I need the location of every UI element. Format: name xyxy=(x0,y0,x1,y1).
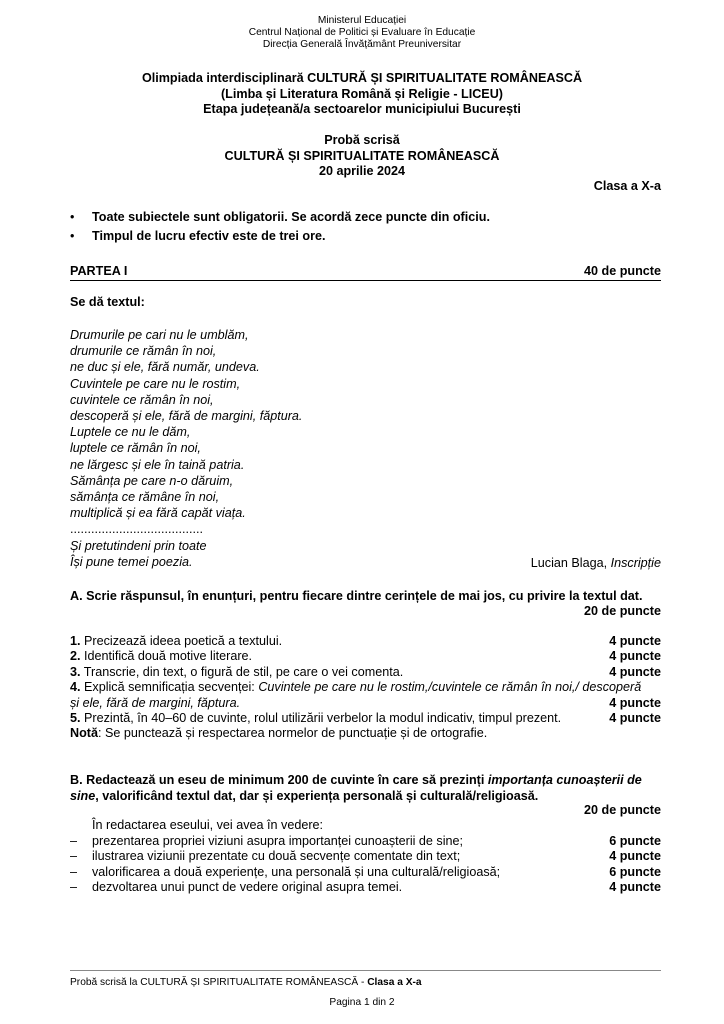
question-number: 1. xyxy=(70,634,81,648)
criteria-text: valorificarea a două experiențe, una personală și una culturală/religioasă; xyxy=(92,865,501,879)
part1-points: 40 de puncte xyxy=(584,264,661,278)
section-b-points: 20 de puncte xyxy=(584,803,661,817)
poem-line: Și pretutindeni prin toate xyxy=(70,538,207,553)
question-points: 4 puncte xyxy=(609,696,661,710)
poem-line: Luptele ce nu le dăm, xyxy=(70,425,191,440)
footer-text xyxy=(70,977,422,988)
question-text: Precizează ideea poetică a textului. xyxy=(84,634,283,648)
criteria-text: prezentarea propriei viziuni asupra importanței cunoașterii de sine; xyxy=(92,834,464,848)
note-text: : Se punctează și respectarea normelor de punctuație și de ortografie. xyxy=(98,726,488,740)
criteria-item xyxy=(70,880,661,895)
work-title: Inscripție xyxy=(610,556,661,570)
section-b-topic: de sine xyxy=(70,773,642,803)
olympiad-title xyxy=(0,71,724,118)
section-b-title-text: B. Redactează un eseu de minimum 200 de cuvinte în care să prezinți xyxy=(70,773,488,787)
exam-line-1: Probă scrisă xyxy=(324,133,400,147)
question-text: Identifică două motive literare. xyxy=(84,649,253,663)
poem-line: multiplică și ea fără capăt viața. xyxy=(70,506,246,521)
rule-item xyxy=(70,210,490,225)
question-text: Transcrie, din text, o figură de stil, pe care o vei comenta. xyxy=(83,665,404,679)
question-item-4-cont xyxy=(70,696,661,711)
question-quote: și ele, fără de margini, făptura. xyxy=(70,696,241,710)
criteria-points: 6 puncte xyxy=(609,834,661,848)
criteria-item xyxy=(70,849,661,864)
author-name: Lucian Blaga, xyxy=(530,556,611,570)
criteria-item xyxy=(70,865,661,880)
poem-line: Își pune temei poezia. xyxy=(70,554,193,569)
question-item xyxy=(70,665,661,680)
institution-header xyxy=(0,15,724,51)
question-number: 3. xyxy=(70,665,81,679)
question-points: 4 puncte xyxy=(609,649,661,663)
rule-text: Toate subiectele sunt obligatorii. Se acordă zece puncte din oficiu. xyxy=(92,210,490,224)
poem-line: Sămânța pe care n-o dăruim, xyxy=(70,473,234,488)
poem-line: ne lărgesc și ele în taină patria. xyxy=(70,457,245,472)
criteria-points: 6 puncte xyxy=(609,865,661,879)
question-points: 4 puncte xyxy=(609,711,661,725)
question-item xyxy=(70,649,661,664)
center-line: Centrul Național de Politici și Evaluare în Educație xyxy=(248,27,476,38)
part1-heading xyxy=(70,264,661,281)
bullet-icon: • xyxy=(70,210,75,224)
title-line-3: Etapa județeană/a sectoarelor municipiului București xyxy=(203,102,521,116)
criteria-points: 4 puncte xyxy=(609,849,661,863)
question-item xyxy=(70,634,661,649)
dash-icon: – xyxy=(70,880,78,894)
rule-text: Timpul de lucru efectiv este de trei ore. xyxy=(92,229,326,243)
rule-item xyxy=(70,229,326,244)
question-number: 5. xyxy=(70,711,81,725)
question-item-4 xyxy=(70,680,670,695)
poem-line: cuvintele ce rămân în noi, xyxy=(70,392,214,407)
footer-class: Clasa a X-a xyxy=(367,977,422,988)
question-text: Prezintă, în 40–60 de cuvinte, rolul utilizării verbelor la modul indicativ, timpul prezent. xyxy=(84,711,562,725)
criteria-text: ilustrarea viziunii prezentate cu două secvențe comentate din text; xyxy=(92,849,461,863)
title-line-1: Olimpiada interdisciplinară CULTURĂ ȘI SPIRITUALITATE ROMÂNEASCĂ xyxy=(141,71,583,85)
class-label: Clasa a X-a xyxy=(593,179,661,193)
criteria-item xyxy=(70,834,661,849)
poem-line: Drumurile pe cari nu le umblăm, xyxy=(70,328,249,342)
dash-icon: – xyxy=(70,849,78,863)
section-a-points: 20 de puncte xyxy=(584,604,661,618)
criteria-points: 4 puncte xyxy=(609,880,661,894)
poem-line: ne duc și ele, fără număr, undeva. xyxy=(70,360,260,375)
section-b-intro: În redactarea eseului, vei avea în vedere: xyxy=(92,818,324,832)
text-intro: Se dă textul: xyxy=(70,295,145,309)
question-number: 4. xyxy=(70,680,81,694)
dash-icon: – xyxy=(70,834,78,848)
exam-line-2: CULTURĂ ȘI SPIRITUALITATE ROMÂNEASCĂ xyxy=(224,148,500,163)
bullet-icon: • xyxy=(70,229,75,243)
note xyxy=(70,726,487,740)
poem-line: descoperă și ele, fără de margini, făptura. xyxy=(70,409,303,424)
question-points: 4 puncte xyxy=(609,665,661,679)
poem-author xyxy=(531,556,661,570)
exam-title xyxy=(0,133,724,180)
title-line-2: (Limba și Literatura Română și Religie - LICEU) xyxy=(220,86,503,101)
footer-exam: Probă scrisă la CULTURĂ ȘI SPIRITUALITATE ROMÂNEASCĂ - xyxy=(70,977,368,988)
section-b-title xyxy=(70,773,665,804)
poem xyxy=(70,327,302,570)
page-number: Pagina 1 din 2 xyxy=(329,997,395,1008)
poem-ellipsis: ...................................... xyxy=(70,522,203,537)
poem-line: luptele ce rămân în noi, xyxy=(70,441,201,456)
poem-line: sămânța ce rămâne în noi, xyxy=(70,490,220,505)
footer-divider xyxy=(70,970,661,971)
poem-line: Cuvintele pe care nu le rostim, xyxy=(70,376,241,391)
exam-date: 20 aprilie 2024 xyxy=(318,164,406,178)
question-points: 4 puncte xyxy=(609,634,661,648)
criteria-text: dezvoltarea unui punct de vedere original asupra temei. xyxy=(92,880,403,894)
section-b-title-text: , valorificând textul dat, dar și experiența personală și culturală/religioasă. xyxy=(95,788,539,803)
question-number: 2. xyxy=(70,649,81,663)
direction-line: Direcția Generală Învățământ Preuniversitar xyxy=(262,39,462,50)
dash-icon: – xyxy=(70,865,78,879)
section-a-title: A. Scrie răspunsul, în enunțuri, pentru fiecare dintre cerințele de mai jos, cu privire la textul dat. xyxy=(70,589,643,603)
note-label: Notă xyxy=(70,726,98,740)
poem-line: drumurile ce rămân în noi, xyxy=(70,344,217,359)
question-quote: Cuvintele pe care nu le rostim,/cuvintele ce rămân în noi,/ descoperă xyxy=(258,680,642,694)
question-text: Explică semnificația secvenței: xyxy=(84,680,259,694)
ministry-line: Ministerul Educației xyxy=(317,15,407,26)
section-b-topic: importanța cunoașterii xyxy=(487,773,624,787)
part1-label: PARTEA I xyxy=(70,264,128,278)
question-item xyxy=(70,711,661,726)
